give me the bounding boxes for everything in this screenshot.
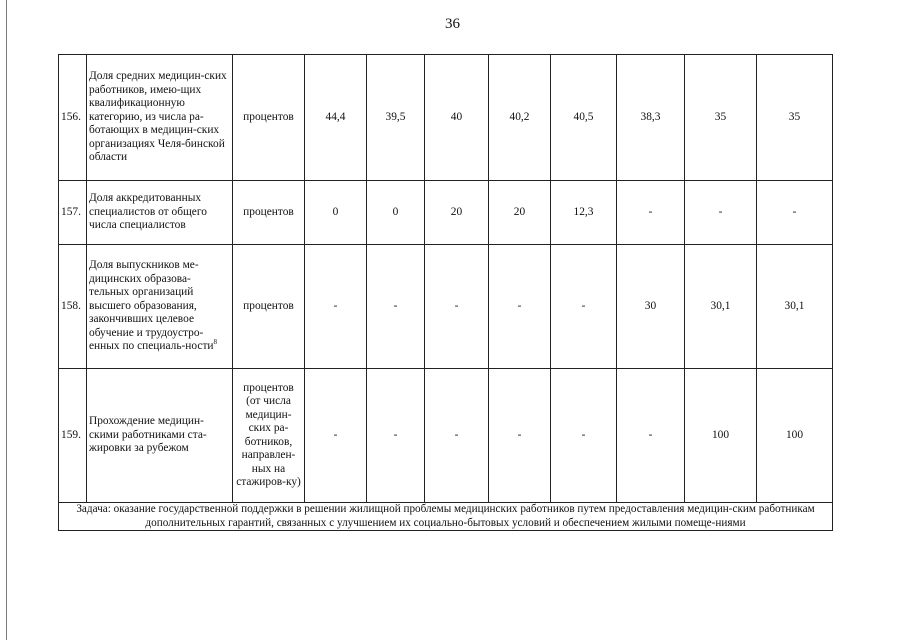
unit-cell: процентов xyxy=(233,55,305,181)
value-cell: - xyxy=(551,369,617,503)
indicator-name xyxy=(87,245,233,369)
value-cell: - xyxy=(551,245,617,369)
value-cell: 20 xyxy=(489,181,551,245)
row-number: 159. xyxy=(59,369,87,503)
row-number: 156. xyxy=(59,55,87,181)
page-number: 36 xyxy=(445,16,460,32)
value-cell: 40 xyxy=(425,55,489,181)
value-cell: - xyxy=(757,181,833,245)
value-cell: 30,1 xyxy=(757,245,833,369)
value-cell: 12,3 xyxy=(551,181,617,245)
footnote-marker: 8 xyxy=(213,338,218,347)
value-cell: 100 xyxy=(685,369,757,503)
row-number: 157. xyxy=(59,181,87,245)
value-cell: 38,3 xyxy=(617,55,685,181)
value-cell: 100 xyxy=(757,369,833,503)
page-edge-rule xyxy=(6,0,7,640)
indicator-name: Доля аккредитованных специалистов от общего числа специалистов xyxy=(87,181,233,245)
unit-cell: процентов (от числа медицин-ских ра-ботников, направлен-ных на стажиров-ку) xyxy=(233,369,305,503)
value-cell: - xyxy=(489,369,551,503)
value-cell: 40,2 xyxy=(489,55,551,181)
value-cell: 0 xyxy=(305,181,367,245)
task-row xyxy=(59,503,833,531)
value-cell: 30 xyxy=(617,245,685,369)
value-cell: - xyxy=(305,245,367,369)
indicator-name-text: Доля выпускников ме-дицинских образова-тельных организаций высшего образования, закончивших целевое обучение и трудоустро-енных по специаль-ности xyxy=(89,259,214,353)
table-row xyxy=(59,55,833,181)
task-description: Задача: оказание государственной поддержки в решении жилищной проблемы медицинских работников путем предоставления медицин-ским работникам дополнительных гарантий, связанных с улучшением их социально-бытовых условий и обеспечением жилыми помеще-ниями xyxy=(59,503,833,531)
table-row xyxy=(59,245,833,369)
value-cell: 44,4 xyxy=(305,55,367,181)
value-cell: - xyxy=(367,369,425,503)
unit-cell: процентов xyxy=(233,245,305,369)
value-cell: 30,1 xyxy=(685,245,757,369)
value-cell: 39,5 xyxy=(367,55,425,181)
value-cell: - xyxy=(617,369,685,503)
row-number: 158. xyxy=(59,245,87,369)
value-cell: - xyxy=(489,245,551,369)
value-cell: - xyxy=(425,369,489,503)
value-cell: 35 xyxy=(685,55,757,181)
indicator-name: Прохождение медицин-скими работниками ста-жировки за рубежом xyxy=(87,369,233,503)
value-cell: - xyxy=(617,181,685,245)
unit-cell: процентов xyxy=(233,181,305,245)
value-cell: 20 xyxy=(425,181,489,245)
table-row xyxy=(59,369,833,503)
table-row xyxy=(59,181,833,245)
indicators-table xyxy=(58,54,833,531)
value-cell: 40,5 xyxy=(551,55,617,181)
value-cell: - xyxy=(425,245,489,369)
value-cell: 35 xyxy=(757,55,833,181)
value-cell: - xyxy=(367,245,425,369)
value-cell: - xyxy=(305,369,367,503)
indicator-name: Доля средних медицин-ских работников, имею-щих квалификационную категорию, из числа ра-ботающих в медицин-ских организациях Челя-бинской области xyxy=(87,55,233,181)
value-cell: 0 xyxy=(367,181,425,245)
value-cell: - xyxy=(685,181,757,245)
